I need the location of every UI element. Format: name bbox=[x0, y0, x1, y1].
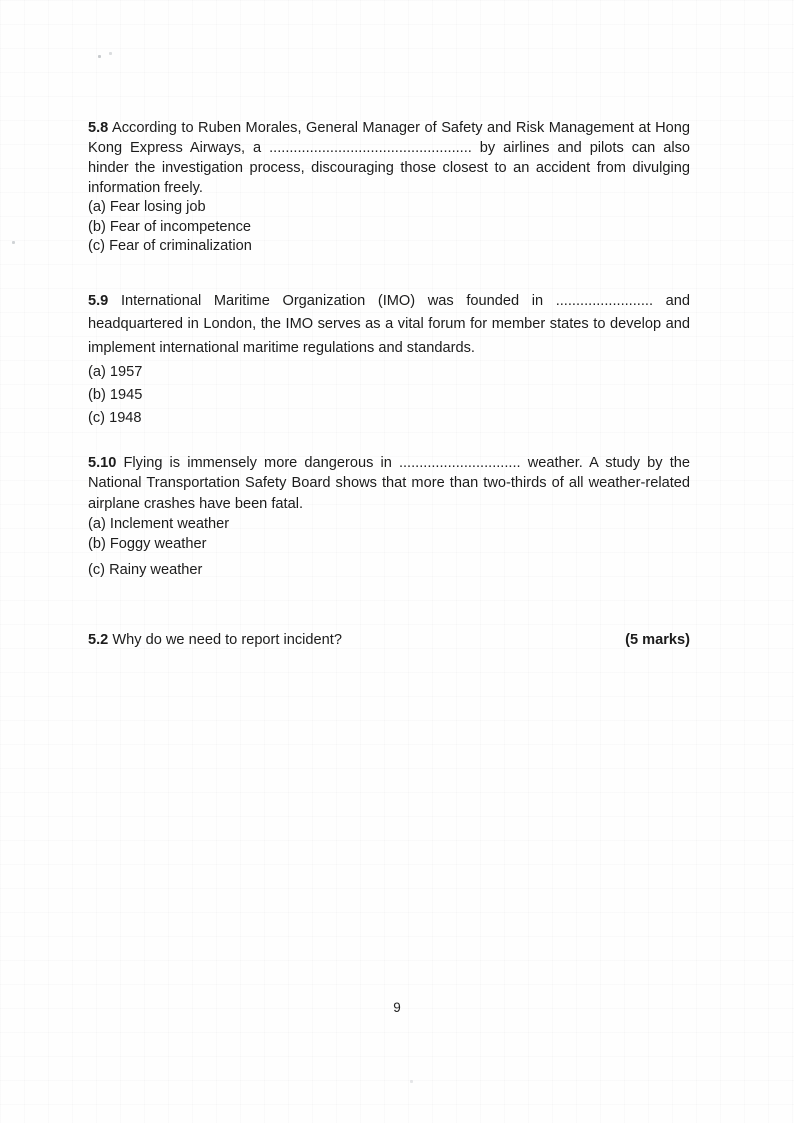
option-b: (b) 1945 bbox=[88, 386, 143, 403]
scan-speck bbox=[410, 1080, 413, 1083]
question-5-10-number: 5.10 bbox=[88, 454, 117, 471]
question-5-8-text bbox=[88, 118, 690, 198]
question-5-9-body: International Maritime Organization (IMO) was founded in ........................ and headquartered in London, the IMO serves as a vital forum for member states to develop and implement international maritime regulations and standards. bbox=[88, 292, 690, 356]
page-content bbox=[88, 118, 690, 650]
scan-speck bbox=[109, 52, 112, 55]
option-c: (c) Fear of criminalization bbox=[88, 238, 252, 255]
question-5-9-number: 5.9 bbox=[88, 292, 109, 309]
question-5-2-row bbox=[88, 630, 690, 650]
question-5-8-number: 5.8 bbox=[88, 120, 109, 136]
marks-label: (5 marks) bbox=[625, 632, 690, 648]
option-c: (c) 1948 bbox=[88, 410, 142, 427]
option-b: (b) Fear of incompetence bbox=[88, 218, 252, 235]
question-5-2-body: Why do we need to report incident? bbox=[112, 632, 342, 648]
question-5-9-options bbox=[88, 361, 690, 431]
question-5-8-options bbox=[88, 198, 690, 257]
option-b: (b) Foggy weather bbox=[88, 536, 207, 552]
question-5-2-text bbox=[88, 630, 342, 650]
question-5-8 bbox=[88, 118, 690, 257]
option-c: (c) Rainy weather bbox=[88, 562, 203, 578]
scan-speck bbox=[98, 55, 101, 58]
scan-speck bbox=[12, 241, 15, 244]
question-5-10 bbox=[88, 453, 690, 580]
question-5-10-body: Flying is immensely more dangerous in .............................. weather. A study by the National Transportation Safety Board shows that more than two-thirds of all weather-related airplane crashes have been fatal. bbox=[88, 454, 690, 512]
option-a: (a) Fear losing job bbox=[88, 199, 206, 215]
question-5-2-number: 5.2 bbox=[88, 632, 109, 648]
page-number: 9 bbox=[393, 1000, 401, 1015]
option-a: (a) Inclement weather bbox=[88, 516, 230, 532]
question-5-10-options bbox=[88, 514, 690, 580]
question-5-9-text bbox=[88, 290, 690, 361]
question-5-10-text bbox=[88, 453, 690, 514]
question-5-8-body: According to Ruben Morales, General Manager of Safety and Risk Management at Hong Kong Express Airways, a .................................................. by airlines and pilots can also hinder the investigation process, discouraging those closest to an accident from divulging information freely. bbox=[88, 120, 691, 196]
option-a: (a) 1957 bbox=[88, 363, 143, 380]
question-5-9 bbox=[88, 290, 690, 431]
